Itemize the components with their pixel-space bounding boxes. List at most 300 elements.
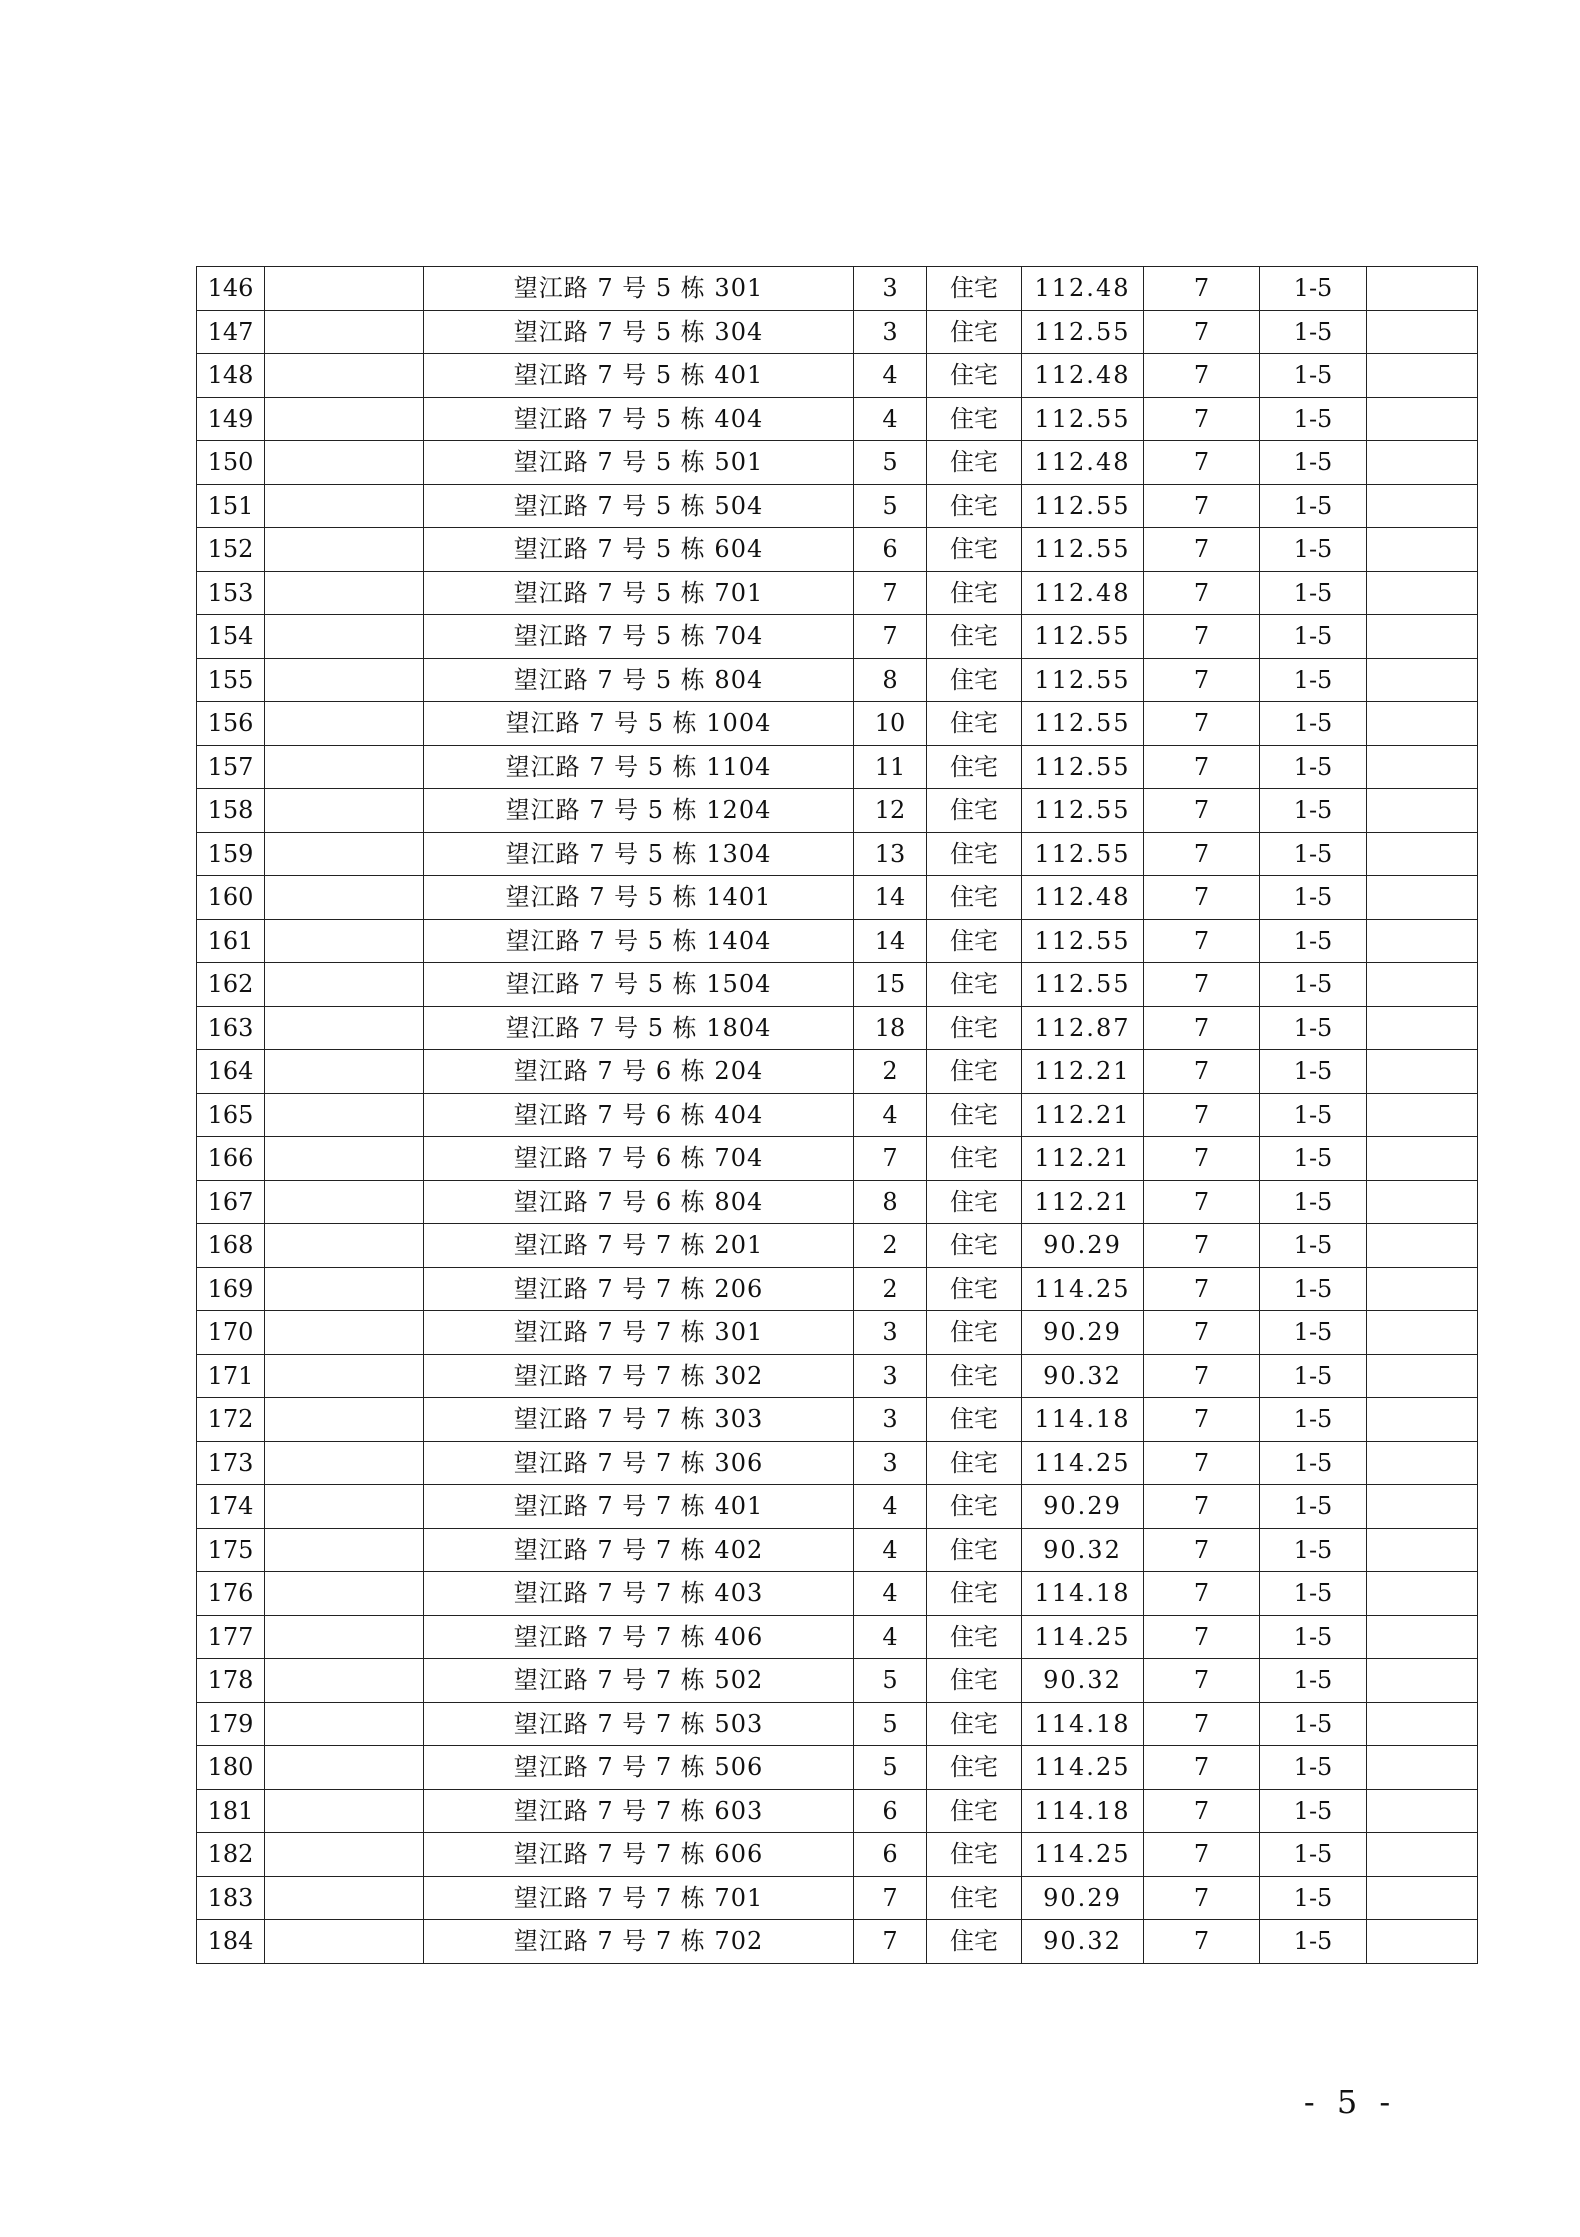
usage-cell: 住宅 (927, 1746, 1022, 1790)
remarks-cell (1367, 1485, 1478, 1529)
row-number-cell: 146 (197, 267, 265, 311)
usage-cell: 住宅 (927, 1659, 1022, 1703)
unit-cell (265, 267, 424, 311)
floor-cell: 10 (854, 702, 927, 746)
row-number-cell: 149 (197, 397, 265, 441)
range-cell: 1-5 (1260, 1702, 1367, 1746)
unit-cell (265, 1398, 424, 1442)
row-number-cell: 181 (197, 1789, 265, 1833)
table-row (197, 354, 1478, 398)
usage-cell: 住宅 (927, 1833, 1022, 1877)
unit-cell (265, 963, 424, 1007)
address-cell: 望江路 7 号 7 栋 401 (424, 1485, 854, 1529)
usage-cell: 住宅 (927, 267, 1022, 311)
area-cell: 112.21 (1022, 1180, 1144, 1224)
address-cell: 望江路 7 号 7 栋 701 (424, 1876, 854, 1920)
remarks-cell (1367, 267, 1478, 311)
value-cell: 7 (1144, 1876, 1260, 1920)
range-cell: 1-5 (1260, 702, 1367, 746)
floor-cell: 7 (854, 1137, 927, 1181)
floor-cell: 8 (854, 658, 927, 702)
remarks-cell (1367, 1659, 1478, 1703)
row-number-cell: 151 (197, 484, 265, 528)
value-cell: 7 (1144, 310, 1260, 354)
property-table (196, 266, 1478, 1964)
remarks-cell (1367, 1354, 1478, 1398)
address-cell: 望江路 7 号 5 栋 704 (424, 615, 854, 659)
address-cell: 望江路 7 号 7 栋 506 (424, 1746, 854, 1790)
floor-cell: 2 (854, 1224, 927, 1268)
address-cell: 望江路 7 号 5 栋 1104 (424, 745, 854, 789)
area-cell: 112.55 (1022, 484, 1144, 528)
table-row (197, 615, 1478, 659)
unit-cell (265, 1702, 424, 1746)
remarks-cell (1367, 919, 1478, 963)
row-number-cell: 174 (197, 1485, 265, 1529)
floor-cell: 4 (854, 1572, 927, 1616)
area-cell: 112.55 (1022, 745, 1144, 789)
range-cell: 1-5 (1260, 789, 1367, 833)
range-cell: 1-5 (1260, 745, 1367, 789)
range-cell: 1-5 (1260, 1441, 1367, 1485)
address-cell: 望江路 7 号 7 栋 303 (424, 1398, 854, 1442)
value-cell: 7 (1144, 1615, 1260, 1659)
row-number-cell: 178 (197, 1659, 265, 1703)
table-row (197, 702, 1478, 746)
address-cell: 望江路 7 号 5 栋 1004 (424, 702, 854, 746)
range-cell: 1-5 (1260, 1006, 1367, 1050)
remarks-cell (1367, 876, 1478, 920)
table-row (197, 919, 1478, 963)
address-cell: 望江路 7 号 5 栋 1401 (424, 876, 854, 920)
floor-cell: 3 (854, 310, 927, 354)
value-cell: 7 (1144, 1659, 1260, 1703)
table-row (197, 1398, 1478, 1442)
usage-cell: 住宅 (927, 1267, 1022, 1311)
value-cell: 7 (1144, 528, 1260, 572)
table-row (197, 310, 1478, 354)
range-cell: 1-5 (1260, 658, 1367, 702)
range-cell: 1-5 (1260, 876, 1367, 920)
remarks-cell (1367, 1702, 1478, 1746)
unit-cell (265, 571, 424, 615)
row-number-cell: 159 (197, 832, 265, 876)
area-cell: 90.29 (1022, 1485, 1144, 1529)
address-cell: 望江路 7 号 6 栋 404 (424, 1093, 854, 1137)
range-cell: 1-5 (1260, 1354, 1367, 1398)
area-cell: 112.55 (1022, 615, 1144, 659)
remarks-cell (1367, 1093, 1478, 1137)
floor-cell: 13 (854, 832, 927, 876)
unit-cell (265, 745, 424, 789)
table-row (197, 1050, 1478, 1094)
range-cell: 1-5 (1260, 484, 1367, 528)
address-cell: 望江路 7 号 5 栋 404 (424, 397, 854, 441)
usage-cell: 住宅 (927, 1398, 1022, 1442)
usage-cell: 住宅 (927, 615, 1022, 659)
value-cell: 7 (1144, 832, 1260, 876)
value-cell: 7 (1144, 876, 1260, 920)
area-cell: 114.25 (1022, 1267, 1144, 1311)
value-cell: 7 (1144, 658, 1260, 702)
usage-cell: 住宅 (927, 1180, 1022, 1224)
table-row (197, 1224, 1478, 1268)
value-cell: 7 (1144, 1746, 1260, 1790)
remarks-cell (1367, 702, 1478, 746)
range-cell: 1-5 (1260, 1267, 1367, 1311)
usage-cell: 住宅 (927, 1441, 1022, 1485)
unit-cell (265, 1528, 424, 1572)
row-number-cell: 165 (197, 1093, 265, 1137)
address-cell: 望江路 7 号 7 栋 403 (424, 1572, 854, 1616)
table-row (197, 1920, 1478, 1964)
unit-cell (265, 919, 424, 963)
usage-cell: 住宅 (927, 963, 1022, 1007)
table-row (197, 484, 1478, 528)
table-body (197, 267, 1478, 1964)
value-cell: 7 (1144, 615, 1260, 659)
unit-cell (265, 441, 424, 485)
value-cell: 7 (1144, 1789, 1260, 1833)
unit-cell (265, 1224, 424, 1268)
usage-cell: 住宅 (927, 354, 1022, 398)
table-row (197, 1833, 1478, 1877)
unit-cell (265, 658, 424, 702)
address-cell: 望江路 7 号 7 栋 606 (424, 1833, 854, 1877)
area-cell: 112.21 (1022, 1137, 1144, 1181)
remarks-cell (1367, 528, 1478, 572)
unit-cell (265, 310, 424, 354)
area-cell: 112.55 (1022, 789, 1144, 833)
row-number-cell: 148 (197, 354, 265, 398)
unit-cell (265, 615, 424, 659)
row-number-cell: 176 (197, 1572, 265, 1616)
row-number-cell: 153 (197, 571, 265, 615)
range-cell: 1-5 (1260, 1659, 1367, 1703)
unit-cell (265, 1572, 424, 1616)
row-number-cell: 170 (197, 1311, 265, 1355)
range-cell: 1-5 (1260, 571, 1367, 615)
unit-cell (265, 1006, 424, 1050)
address-cell: 望江路 7 号 7 栋 702 (424, 1920, 854, 1964)
remarks-cell (1367, 789, 1478, 833)
value-cell: 7 (1144, 1224, 1260, 1268)
address-cell: 望江路 7 号 5 栋 501 (424, 441, 854, 485)
row-number-cell: 169 (197, 1267, 265, 1311)
value-cell: 7 (1144, 1137, 1260, 1181)
address-cell: 望江路 7 号 7 栋 603 (424, 1789, 854, 1833)
row-number-cell: 175 (197, 1528, 265, 1572)
remarks-cell (1367, 1876, 1478, 1920)
floor-cell: 5 (854, 441, 927, 485)
table-row (197, 963, 1478, 1007)
table-row (197, 397, 1478, 441)
area-cell: 112.21 (1022, 1050, 1144, 1094)
range-cell: 1-5 (1260, 354, 1367, 398)
floor-cell: 3 (854, 1354, 927, 1398)
address-cell: 望江路 7 号 5 栋 401 (424, 354, 854, 398)
floor-cell: 6 (854, 528, 927, 572)
area-cell: 112.48 (1022, 876, 1144, 920)
area-cell: 112.55 (1022, 702, 1144, 746)
range-cell: 1-5 (1260, 1224, 1367, 1268)
range-cell: 1-5 (1260, 397, 1367, 441)
remarks-cell (1367, 1006, 1478, 1050)
usage-cell: 住宅 (927, 702, 1022, 746)
usage-cell: 住宅 (927, 1093, 1022, 1137)
usage-cell: 住宅 (927, 1615, 1022, 1659)
area-cell: 114.18 (1022, 1702, 1144, 1746)
value-cell: 7 (1144, 1441, 1260, 1485)
address-cell: 望江路 7 号 7 栋 302 (424, 1354, 854, 1398)
row-number-cell: 167 (197, 1180, 265, 1224)
value-cell: 7 (1144, 1267, 1260, 1311)
range-cell: 1-5 (1260, 310, 1367, 354)
area-cell: 112.55 (1022, 919, 1144, 963)
value-cell: 7 (1144, 571, 1260, 615)
range-cell: 1-5 (1260, 267, 1367, 311)
remarks-cell (1367, 1528, 1478, 1572)
usage-cell: 住宅 (927, 397, 1022, 441)
area-cell: 114.18 (1022, 1572, 1144, 1616)
floor-cell: 14 (854, 876, 927, 920)
area-cell: 90.29 (1022, 1876, 1144, 1920)
area-cell: 112.55 (1022, 658, 1144, 702)
floor-cell: 4 (854, 1485, 927, 1529)
row-number-cell: 180 (197, 1746, 265, 1790)
table-row (197, 1702, 1478, 1746)
floor-cell: 3 (854, 1311, 927, 1355)
value-cell: 7 (1144, 1050, 1260, 1094)
table-row (197, 658, 1478, 702)
remarks-cell (1367, 1789, 1478, 1833)
value-cell: 7 (1144, 1833, 1260, 1877)
row-number-cell: 172 (197, 1398, 265, 1442)
range-cell: 1-5 (1260, 615, 1367, 659)
area-cell: 112.48 (1022, 441, 1144, 485)
address-cell: 望江路 7 号 5 栋 804 (424, 658, 854, 702)
floor-cell: 2 (854, 1050, 927, 1094)
unit-cell (265, 1833, 424, 1877)
floor-cell: 5 (854, 1746, 927, 1790)
floor-cell: 4 (854, 1093, 927, 1137)
address-cell: 望江路 7 号 6 栋 804 (424, 1180, 854, 1224)
table-row (197, 1572, 1478, 1616)
table-row (197, 876, 1478, 920)
remarks-cell (1367, 615, 1478, 659)
row-number-cell: 160 (197, 876, 265, 920)
row-number-cell: 166 (197, 1137, 265, 1181)
remarks-cell (1367, 1180, 1478, 1224)
area-cell: 112.87 (1022, 1006, 1144, 1050)
area-cell: 90.32 (1022, 1528, 1144, 1572)
value-cell: 7 (1144, 1398, 1260, 1442)
area-cell: 112.48 (1022, 354, 1144, 398)
unit-cell (265, 1267, 424, 1311)
range-cell: 1-5 (1260, 441, 1367, 485)
remarks-cell (1367, 441, 1478, 485)
area-cell: 90.32 (1022, 1659, 1144, 1703)
range-cell: 1-5 (1260, 1180, 1367, 1224)
area-cell: 112.48 (1022, 267, 1144, 311)
floor-cell: 5 (854, 1702, 927, 1746)
area-cell: 114.25 (1022, 1441, 1144, 1485)
remarks-cell (1367, 1137, 1478, 1181)
area-cell: 114.18 (1022, 1789, 1144, 1833)
unit-cell (265, 528, 424, 572)
unit-cell (265, 1354, 424, 1398)
floor-cell: 6 (854, 1833, 927, 1877)
usage-cell: 住宅 (927, 1572, 1022, 1616)
range-cell: 1-5 (1260, 1050, 1367, 1094)
floor-cell: 12 (854, 789, 927, 833)
usage-cell: 住宅 (927, 1311, 1022, 1355)
table-row (197, 1615, 1478, 1659)
usage-cell: 住宅 (927, 832, 1022, 876)
range-cell: 1-5 (1260, 1920, 1367, 1964)
remarks-cell (1367, 745, 1478, 789)
remarks-cell (1367, 397, 1478, 441)
floor-cell: 7 (854, 615, 927, 659)
row-number-cell: 156 (197, 702, 265, 746)
value-cell: 7 (1144, 789, 1260, 833)
address-cell: 望江路 7 号 6 栋 704 (424, 1137, 854, 1181)
row-number-cell: 171 (197, 1354, 265, 1398)
range-cell: 1-5 (1260, 832, 1367, 876)
table-row (197, 1006, 1478, 1050)
address-cell: 望江路 7 号 5 栋 301 (424, 267, 854, 311)
value-cell: 7 (1144, 702, 1260, 746)
table-row (197, 1528, 1478, 1572)
address-cell: 望江路 7 号 7 栋 206 (424, 1267, 854, 1311)
row-number-cell: 168 (197, 1224, 265, 1268)
value-cell: 7 (1144, 963, 1260, 1007)
row-number-cell: 177 (197, 1615, 265, 1659)
table-row (197, 1180, 1478, 1224)
value-cell: 7 (1144, 919, 1260, 963)
usage-cell: 住宅 (927, 1920, 1022, 1964)
address-cell: 望江路 7 号 5 栋 304 (424, 310, 854, 354)
row-number-cell: 173 (197, 1441, 265, 1485)
range-cell: 1-5 (1260, 1615, 1367, 1659)
table-row (197, 1746, 1478, 1790)
value-cell: 7 (1144, 1093, 1260, 1137)
unit-cell (265, 1050, 424, 1094)
address-cell: 望江路 7 号 5 栋 701 (424, 571, 854, 615)
range-cell: 1-5 (1260, 1572, 1367, 1616)
row-number-cell: 147 (197, 310, 265, 354)
table-row (197, 1789, 1478, 1833)
floor-cell: 5 (854, 1659, 927, 1703)
floor-cell: 3 (854, 1398, 927, 1442)
table-row (197, 528, 1478, 572)
unit-cell (265, 1093, 424, 1137)
value-cell: 7 (1144, 1528, 1260, 1572)
floor-cell: 7 (854, 1876, 927, 1920)
row-number-cell: 157 (197, 745, 265, 789)
value-cell: 7 (1144, 397, 1260, 441)
area-cell: 90.29 (1022, 1224, 1144, 1268)
area-cell: 112.55 (1022, 963, 1144, 1007)
remarks-cell (1367, 1615, 1478, 1659)
row-number-cell: 179 (197, 1702, 265, 1746)
unit-cell (265, 702, 424, 746)
value-cell: 7 (1144, 1920, 1260, 1964)
floor-cell: 14 (854, 919, 927, 963)
usage-cell: 住宅 (927, 876, 1022, 920)
floor-cell: 2 (854, 1267, 927, 1311)
range-cell: 1-5 (1260, 963, 1367, 1007)
usage-cell: 住宅 (927, 1485, 1022, 1529)
range-cell: 1-5 (1260, 1485, 1367, 1529)
floor-cell: 18 (854, 1006, 927, 1050)
address-cell: 望江路 7 号 5 栋 504 (424, 484, 854, 528)
address-cell: 望江路 7 号 5 栋 1804 (424, 1006, 854, 1050)
table-row (197, 1137, 1478, 1181)
area-cell: 112.55 (1022, 832, 1144, 876)
area-cell: 114.18 (1022, 1398, 1144, 1442)
floor-cell: 11 (854, 745, 927, 789)
address-cell: 望江路 7 号 5 栋 604 (424, 528, 854, 572)
unit-cell (265, 354, 424, 398)
value-cell: 7 (1144, 1006, 1260, 1050)
unit-cell (265, 1920, 424, 1964)
area-cell: 112.55 (1022, 310, 1144, 354)
range-cell: 1-5 (1260, 919, 1367, 963)
row-number-cell: 184 (197, 1920, 265, 1964)
usage-cell: 住宅 (927, 1876, 1022, 1920)
remarks-cell (1367, 1572, 1478, 1616)
row-number-cell: 182 (197, 1833, 265, 1877)
unit-cell (265, 1746, 424, 1790)
remarks-cell (1367, 658, 1478, 702)
unit-cell (265, 1615, 424, 1659)
floor-cell: 8 (854, 1180, 927, 1224)
address-cell: 望江路 7 号 5 栋 1304 (424, 832, 854, 876)
unit-cell (265, 876, 424, 920)
range-cell: 1-5 (1260, 1528, 1367, 1572)
row-number-cell: 183 (197, 1876, 265, 1920)
unit-cell (265, 484, 424, 528)
area-cell: 114.25 (1022, 1746, 1144, 1790)
floor-cell: 5 (854, 484, 927, 528)
row-number-cell: 152 (197, 528, 265, 572)
table-row (197, 267, 1478, 311)
value-cell: 7 (1144, 1354, 1260, 1398)
remarks-cell (1367, 484, 1478, 528)
floor-cell: 7 (854, 1920, 927, 1964)
value-cell: 7 (1144, 441, 1260, 485)
address-cell: 望江路 7 号 7 栋 503 (424, 1702, 854, 1746)
usage-cell: 住宅 (927, 745, 1022, 789)
range-cell: 1-5 (1260, 1833, 1367, 1877)
range-cell: 1-5 (1260, 1789, 1367, 1833)
address-cell: 望江路 7 号 5 栋 1504 (424, 963, 854, 1007)
area-cell: 114.25 (1022, 1833, 1144, 1877)
remarks-cell (1367, 310, 1478, 354)
address-cell: 望江路 7 号 7 栋 201 (424, 1224, 854, 1268)
row-number-cell: 164 (197, 1050, 265, 1094)
area-cell: 90.32 (1022, 1354, 1144, 1398)
table-row (197, 571, 1478, 615)
area-cell: 90.29 (1022, 1311, 1144, 1355)
usage-cell: 住宅 (927, 1006, 1022, 1050)
area-cell: 112.55 (1022, 397, 1144, 441)
area-cell: 112.48 (1022, 571, 1144, 615)
range-cell: 1-5 (1260, 1093, 1367, 1137)
row-number-cell: 158 (197, 789, 265, 833)
unit-cell (265, 1180, 424, 1224)
